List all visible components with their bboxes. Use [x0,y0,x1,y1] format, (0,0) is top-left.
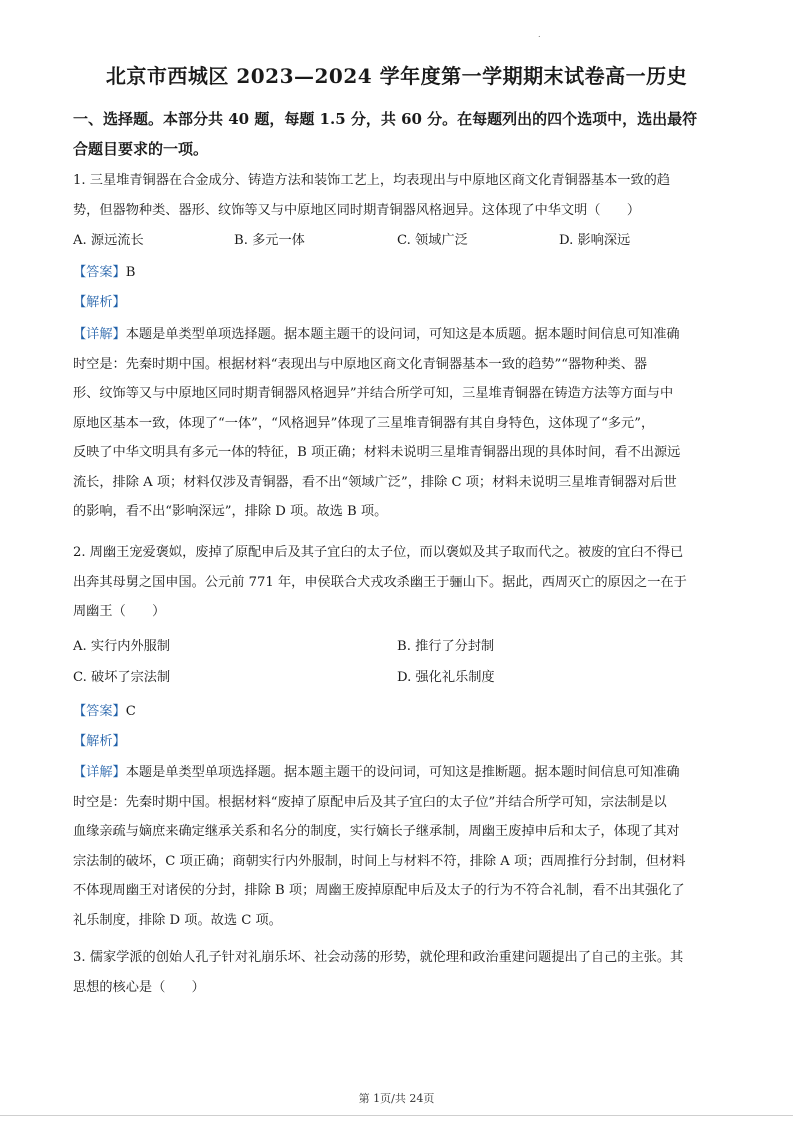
question-2-line: 出奔其母舅之国申国。公元前 771 年，申侯联合犬戎攻杀幽王于骊山下。据此，西周灭亡的原因之一在于 [73,574,687,590]
option-d: D. 强化礼乐制度 [397,670,495,685]
option-c: C. 破坏了宗法制 [73,670,171,685]
detail-tag: 【详解】 [73,765,126,780]
section-heading [73,104,723,164]
option-d: D. 影响深远 [559,233,631,248]
explanation-line: 原地区基本一致，体现了“一体”，“风格迥异”体现了三星堆青铜器有其自身特色，这体现了“多元”， [73,415,655,431]
explanation-line: 本题是单类型单项选择题。据本题主题干的设问词，可知这是推断题。据本题时间信息可知准确 [125,765,680,780]
explanation-line: 的影响，看不出“影响深远”，排除 D 项。故选 B 项。 [73,504,388,519]
question-3-stem [73,943,723,1002]
answer-tag: 【答案】 [73,704,126,719]
explanation-line: 流长，排除 A 项；材料仅涉及青铜器，看不出“领域广泛”，排除 C 项；材料未说明三星堆青铜器对后世 [73,474,677,490]
explanation-line: 不体现周幽王对诸侯的分封，排除 B 项；周幽王废掉原配申后及太子的行为不符合礼制，看不出其强化了 [73,883,685,898]
option-b: B. 推行了分封制 [397,639,495,654]
question-3-line: 思想的核心是（ ） [73,979,205,995]
page-number: 第 1页/共 24页 [358,1092,435,1105]
question-2-answer [73,697,723,756]
question-1-line: 势，但器物种类、器形、纹饰等又与中原地区同时期青铜器风格迥异。这体现了中华文明（ ） [73,202,641,218]
section-heading-line-2: 合题目要求的一项。 [73,140,209,158]
answer-tag: 【答案】 [73,265,126,280]
explanation-line: 时空是：先秦时期中国。根据材料“废掉了原配申后及其子宜臼的太子位”并结合所学可知，宗法制是以 [73,794,667,810]
explanation-line: 礼乐制度，排除 D 项。故选 C 项。 [73,912,282,928]
answer-value: C [125,704,136,719]
option-c: C. 领域广泛 [397,233,468,248]
question-2-options [73,632,723,694]
question-2-line: 2. 周幽王宠爱褒姒，废掉了原配申后及其子宜臼的太子位，而以褒姒及其子取而代之。被废的宜臼不得已 [73,545,684,560]
explanation-line: 血缘亲疏与嫡庶来确定继承关系和名分的制度，实行嫡长子继承制，周幽王废掉申后和太子，体现了其对 [73,824,680,839]
explanation-line: 宗法制的破坏，C 项正确；商朝实行内外服制，时间上与材料不符，排除 A 项；西周推行分封制，但材料 [73,853,686,869]
option-a: A. 源远流长 [73,233,144,248]
question-1-line: 1. 三星堆青铜器在合金成分、铸造方法和装饰工艺上，均表现出与中原地区商文化青铜器基本一致的趋 [73,173,671,188]
explanation-line: 时空是：先秦时期中国。根据材料“表现出与中原地区商文化青铜器基本一致的趋势”“器物种类、器 [73,356,648,372]
question-2-explanation [73,758,723,935]
detail-tag: 【详解】 [73,327,126,342]
option-a: A. 实行内外服制 [73,639,171,654]
analysis-tag: 【解析】 [73,733,126,749]
page-title: 北京市西城区 2023—2024 学年度第一学期期末试卷高一历史 [105,64,688,88]
option-b: B. 多元一体 [234,233,305,248]
explanation-line: 本题是单类型单项选择题。据本题主题干的设问词，可知这是本质题。据本题时间信息可知准确 [125,327,680,342]
question-1-options [73,226,723,256]
question-2-stem [73,538,723,627]
explanation-line: 反映了中华文明具有多元一体的特征，B 项正确；材料未说明三星堆青铜器出现的具体时间，看不出源远 [73,445,681,460]
analysis-tag: 【解析】 [73,294,126,310]
question-1-stem [73,166,723,225]
bottom-divider [0,1115,793,1116]
page-mark: . [538,30,541,39]
answer-value: B [125,265,136,280]
question-1-explanation [73,320,723,527]
question-3-line: 3. 儒家学派的创始人孔子针对礼崩乐坏、社会动荡的形势，就伦理和政治重建问题提出了自己的主张。其 [73,950,684,965]
section-heading-line-1: 一、选择题。本部分共 40 题，每题 1.5 分，共 60 分。在每题列出的四个选项中，选出最符 [73,110,698,128]
question-2-line: 周幽王（ ） [73,604,166,619]
explanation-line: 形、纹饰等又与中原地区同时期青铜器风格迥异”并结合所学可知，三星堆青铜器在铸造方法等方面与中 [73,386,674,401]
question-1-answer [73,258,723,317]
